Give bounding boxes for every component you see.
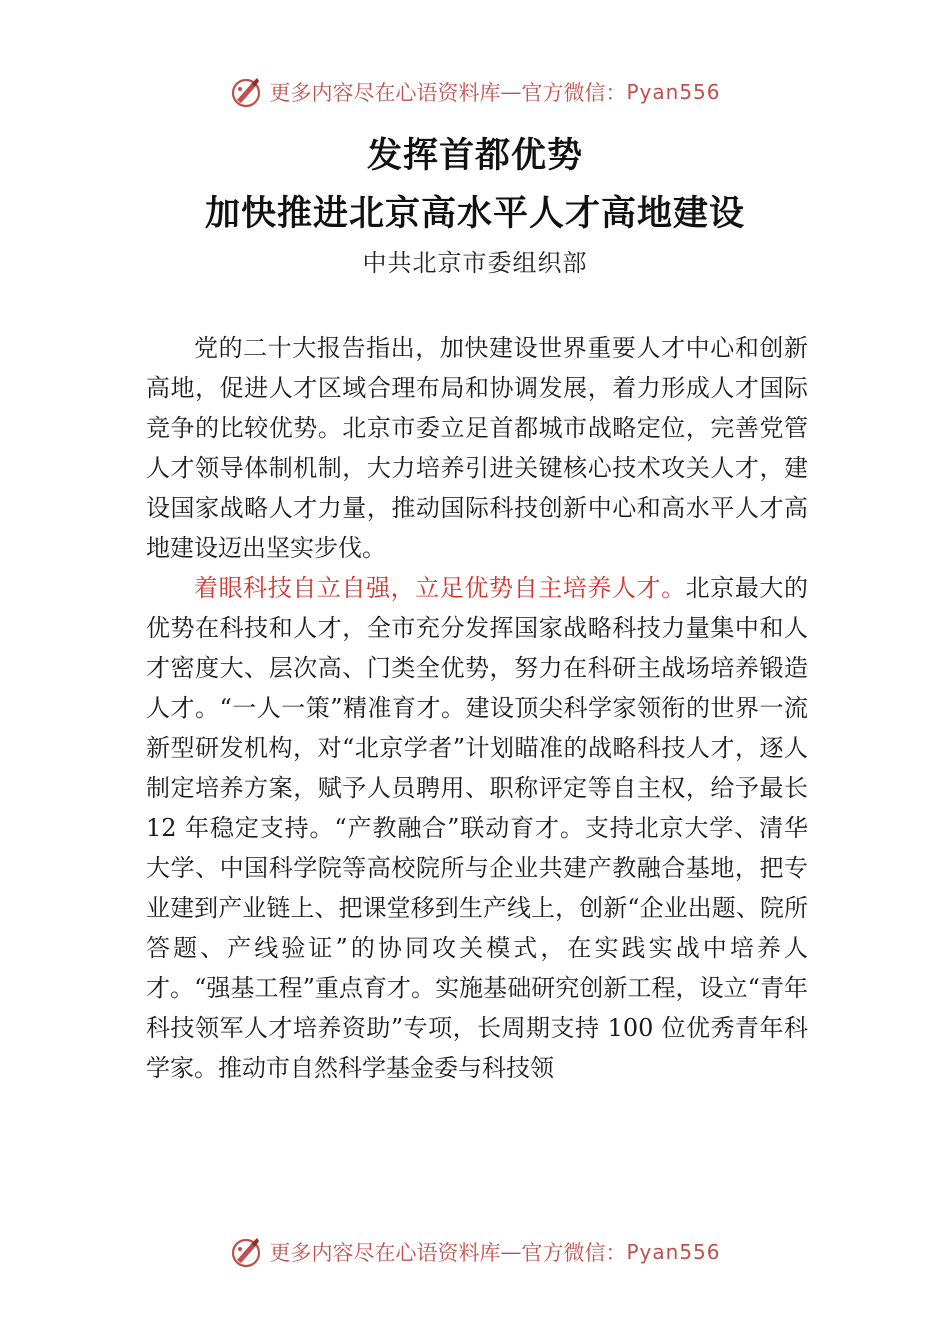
paragraph-2-body: 北京最大的优势在科技和人才，全市充分发挥国家战略科技力量集中和人才密度大、层次高、门类全优势，努力在科研主战场培养锻造人才。“一人一策”精准育才。建设顶尖科学家领衔的世界一流新型研发机构，对“北京学者”计划瞄准的战略科技人才，逐人制定培养方案，赋予人员聘用、职称评定等自主权，给予最长 12 年稳定支持。“产教融合”联动育才。支持北京大学、清华大学、中国科学院等高校院所与企业共建产教融合基地，把专业建到产业链上、把课堂移到生产线上，创新“企业出题、院所答题、产线验证”的协同攻关模式，在实践实战中培养人才。“强基工程”重点育才。实施基础研究创新工程，设立“青年科技领军人才培养资助”专项，长周期支持 100 位优秀青年科学家。推动市自然科学基金委与科技领 [146, 574, 809, 1082]
pen-logo-icon [229, 75, 263, 109]
watermark-wechat-id: Pyan556 [626, 1240, 721, 1264]
paragraph-2 [146, 568, 808, 1088]
author: 中共北京市委组织部 [362, 249, 588, 277]
paragraph-1: 党的二十大报告指出，加快建设世界重要人才中心和创新高地，促进人才区域合理布局和协调发展，着力形成人才国际竞争的比较优势。北京市委立足首都城市战略定位，完善党管人才领导体制机制，大力培养引进关键核心技术攻关人才，建设国家战略人才力量，推动国际科技创新中心和高水平人才高地建设迈出坚实步伐。 [146, 334, 808, 562]
title-line-1: 发挥首都优势 [366, 135, 583, 176]
pen-logo-icon [229, 1235, 263, 1269]
watermark-wechat-label: 官方微信： [521, 81, 627, 105]
header-watermark [0, 72, 950, 112]
article-body [146, 328, 808, 1088]
watermark-dash: — [500, 80, 522, 104]
watermark-dash: — [500, 1240, 522, 1264]
watermark-wechat-id: Pyan556 [626, 80, 721, 104]
paragraph-2-heading: 着眼科技自立自强，立足优势自主培养人才。 [194, 574, 686, 602]
watermark-brand: 更多内容尽在心语资料库 [269, 81, 501, 105]
watermark-wechat-label: 官方微信： [521, 1241, 627, 1265]
footer-watermark [0, 1232, 950, 1272]
watermark-brand: 更多内容尽在心语资料库 [269, 1241, 501, 1265]
title-line-2: 加快推进北京高水平人才高地建设 [204, 193, 745, 234]
